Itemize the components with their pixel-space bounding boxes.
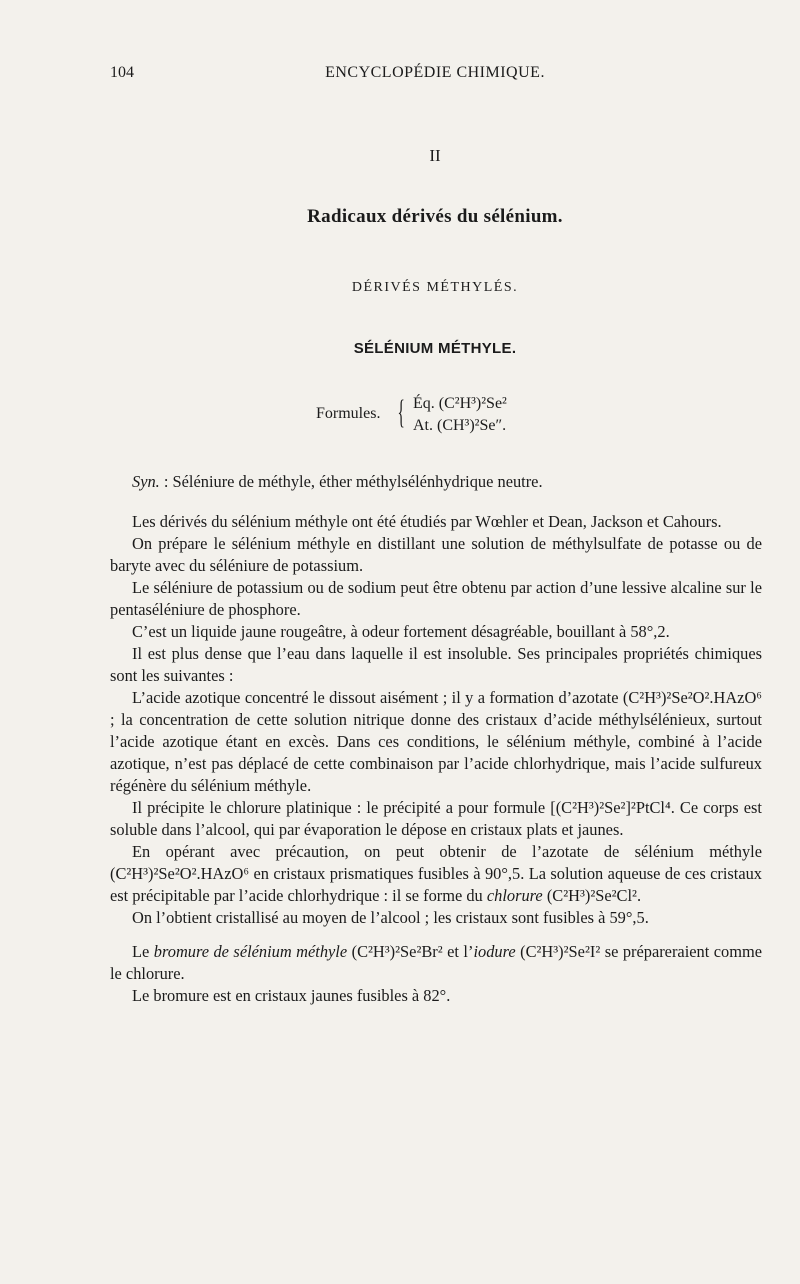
paragraph-10-text-c: (C²H³)²Se²I² se prépareraient comme le chlorure.	[110, 942, 762, 983]
paragraph-10-bromure: bromure de sélénium méthyle	[153, 942, 348, 961]
formula-brace: {	[397, 394, 405, 431]
synonyms-line	[110, 471, 762, 493]
page-number: 104	[110, 64, 134, 81]
compound-title: SÉLÉNIUM MÉTHYLE.	[353, 340, 517, 357]
subsection-title: DÉRIVÉS MÉTHYLÉS.	[351, 280, 519, 295]
formula-eq-value: (C²H³)²Se²	[438, 395, 507, 412]
paragraph-10	[110, 941, 762, 985]
paragraph-10-iodure: iodure	[473, 942, 516, 961]
paragraph-1: Les dérivés du sélénium méthyle ont été étudiés par Wœhler et Dean, Jackson et Cahours.	[132, 512, 722, 531]
syn-text: : Séléniure de méthyle, éther méthylsélénhydrique neutre.	[163, 472, 543, 491]
paragraph-8-text-a: En opérant avec précaution, on peut obtenir de l’azotate de sélénium méthyle (C²H³)²Se²O².HAzO⁶ en cristaux prismatiques fusibles à 90°,5. La solution aqueuse de ces cristaux est précipitable par l’acide chlorhydrique : il se forme du	[110, 842, 762, 905]
formula-at-prefix: At.	[413, 417, 433, 434]
paragraph-10-text-b: (C²H³)²Se²Br² et l’	[351, 942, 474, 961]
section-title: Radicaux dérivés du sélénium.	[307, 206, 563, 227]
paragraph-8-text-b: (C²H³)²Se²Cl².	[546, 886, 642, 905]
paragraph-8	[110, 841, 762, 907]
paragraph-5: Il est plus dense que l’eau dans laquelle il est insoluble. Ses principales propriétés chimiques sont les suivantes :	[110, 644, 762, 685]
formula-block	[316, 393, 616, 439]
section-numeral: II	[429, 146, 441, 165]
syn-label: Syn.	[132, 472, 160, 491]
paragraph-7: Il précipite le chlorure platinique : le précipité a pour formule [(C²H³)²Se²]²PtCl⁴. Ce corps est soluble dans l’alcool, qui par évaporation le dépose en cristaux plats et jaunes.	[110, 798, 762, 839]
paragraph-10-text-a: Le	[132, 942, 150, 961]
formula-atomic	[413, 417, 506, 435]
formula-label: Formules.	[316, 405, 381, 422]
paragraph-3: Le séléniure de potassium ou de sodium peut être obtenu par action d’une lessive alcaline sur le pentaséléniure de phosphore.	[110, 578, 762, 619]
formula-eq-prefix: Éq.	[413, 395, 435, 412]
paragraph-9: On l’obtient cristallisé au moyen de l’alcool ; les cristaux sont fusibles à 59°,5.	[132, 908, 649, 927]
body-text	[110, 471, 762, 1007]
paragraph-4: C’est un liquide jaune rougeâtre, à odeur fortement désagréable, bouillant à 58°,2.	[132, 622, 670, 641]
formula-at-value: (CH³)²Se″.	[437, 417, 507, 434]
page-header	[110, 64, 760, 88]
running-title: ENCYCLOPÉDIE CHIMIQUE.	[325, 64, 545, 81]
formula-equivalent	[413, 395, 507, 413]
paragraph-6: L’acide azotique concentré le dissout aisément ; il y a formation d’azotate (C²H³)²Se²O².HAzO⁶ ; la concentration de cette solution nitrique donne des cristaux d’acide méthylsélénieux, surtout l’acide azotique étant en excès. Dans ces conditions, le sélénium méthyle, combiné à l’acide azotique, n’est pas déplacé de cette combinaison par l’acide chlorhydrique, mais l’acide sulfureux régénère du sélénium méthyle.	[110, 688, 762, 795]
paragraph-11: Le bromure est en cristaux jaunes fusibles à 82°.	[132, 986, 451, 1005]
paragraph-2: On prépare le sélénium méthyle en distillant une solution de méthylsulfate de potasse ou de baryte avec du séléniure de potassium.	[110, 534, 762, 575]
paragraph-8-chlorure: chlorure	[486, 886, 543, 905]
